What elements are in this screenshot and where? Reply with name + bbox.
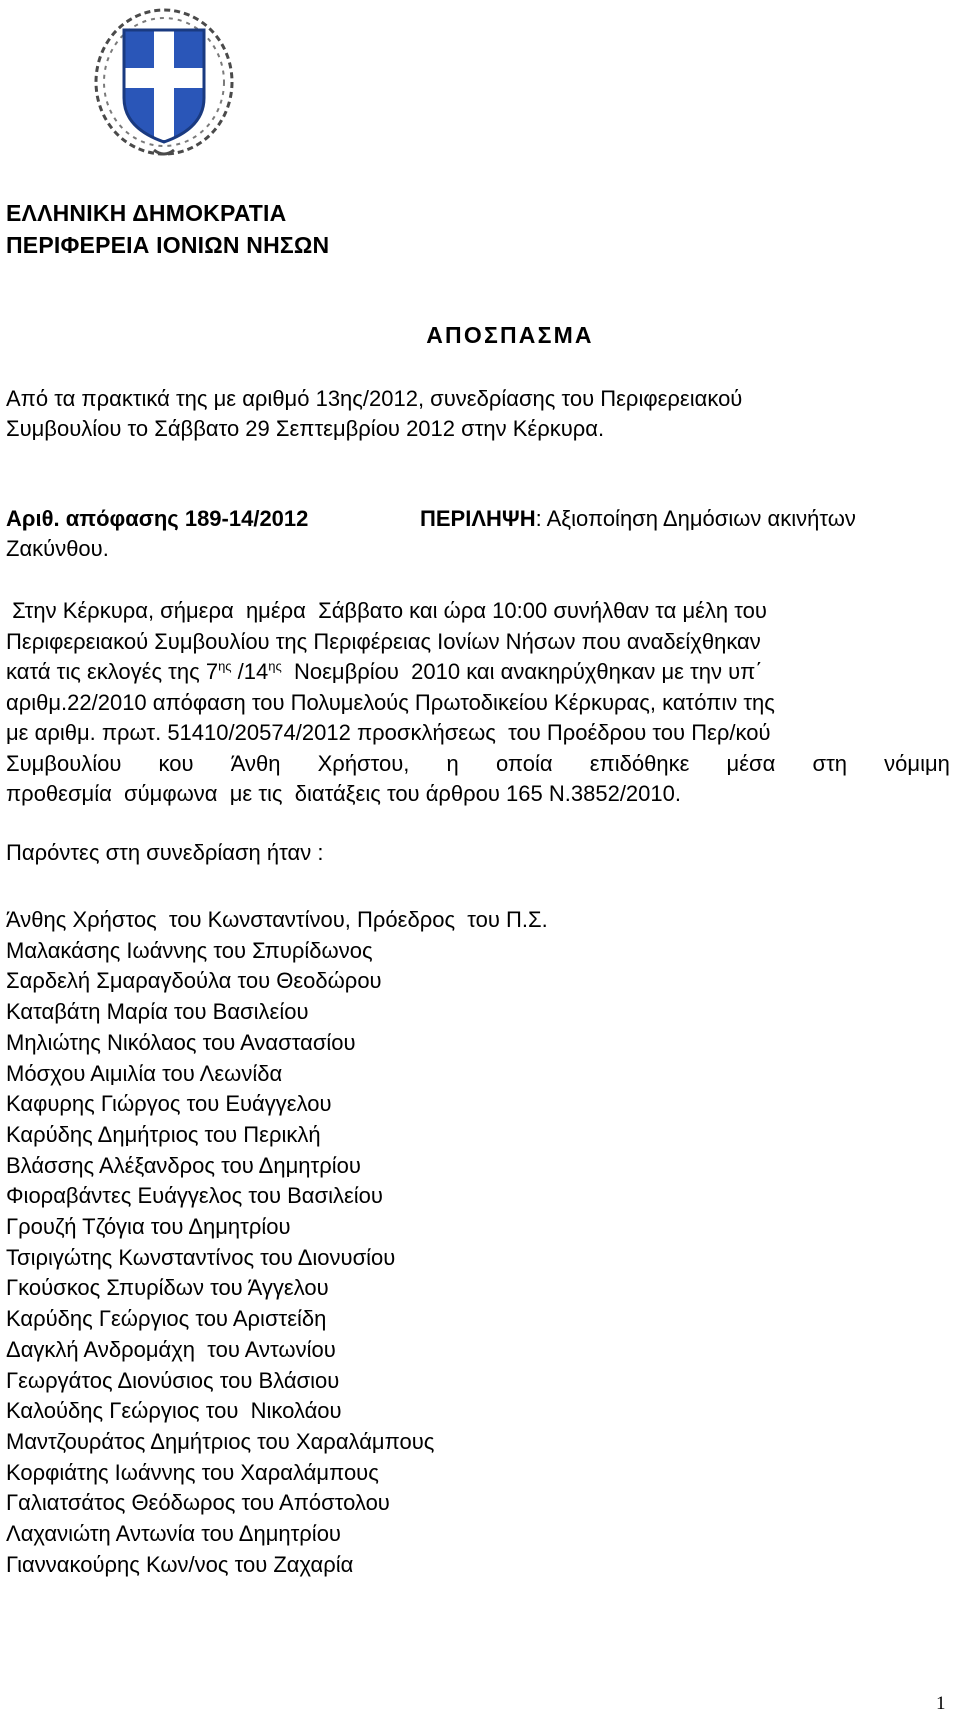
present-label: Παρόντες στη συνεδρίαση ήταν : xyxy=(6,840,324,865)
member-item: Καρύδης Γεώργιος του Αριστείδη xyxy=(6,1306,327,1332)
superscript-1: ης xyxy=(218,658,232,674)
member-item: Κορφιάτης Ιωάννης του Χαραλάμπους xyxy=(6,1459,379,1485)
superscript-2: ης xyxy=(268,658,282,674)
body-line-2: Περιφερειακού Συμβουλίου της Περιφέρειας Ιονίων Νήσων που αναδείχθηκαν xyxy=(6,628,761,654)
summary-continuation: Ζακύνθου. xyxy=(6,536,109,561)
member-item: Βλάσσης Αλέξανδρος του Δημητρίου xyxy=(6,1152,361,1178)
decision-number: Αριθ. απόφασης 189-14/2012 xyxy=(6,506,309,531)
member-item: Άνθης Χρήστος του Κωνσταντίνου, Πρόεδρος του Π.Σ. xyxy=(6,907,548,932)
member-item: Γαλιατσάτος Θεόδωρος του Απόστολου xyxy=(6,1490,390,1516)
member-item: Σαρδελή Σμαραγδούλα του Θεοδώρου xyxy=(6,968,382,994)
body-paragraph xyxy=(6,596,950,810)
member-item: Γεωργάτος Διονύσιος του Βλάσιου xyxy=(6,1367,340,1393)
body-line-6-word: στη xyxy=(812,750,847,776)
body-line-3-a: κατά τις εκλογές της 7 xyxy=(6,659,219,684)
member-item: Καφυρης Γιώργος του Ευάγγελου xyxy=(6,1091,332,1117)
body-line-5: με αριθμ. πρωτ. 51410/20574/2012 προσκλήσεως του Προέδρου του Περ/κού xyxy=(6,720,771,745)
issuer-header xyxy=(6,197,329,261)
page-number: 1 xyxy=(936,1693,946,1714)
intro-paragraph xyxy=(6,384,950,444)
body-line-6-word: κου xyxy=(158,750,194,776)
member-item: Μαλακάσης Ιωάννης του Σπυρίδωνος xyxy=(6,937,373,963)
body-line-6-word: η xyxy=(446,750,459,776)
body-line-6 xyxy=(6,749,950,780)
member-item: Καλούδης Γεώργιος του Νικολάου xyxy=(6,1398,342,1424)
member-item: Δαγκλή Ανδρομάχη του Αντωνίου xyxy=(6,1336,336,1362)
member-item: Μόσχου Αιμιλία του Λεωνίδα xyxy=(6,1060,283,1086)
body-line-3-b: /14 xyxy=(231,659,269,684)
greek-coat-of-arms-icon xyxy=(84,2,244,162)
body-line-6-word: Χρήστου, xyxy=(317,750,410,776)
body-line-6-word: επιδόθηκε xyxy=(589,750,690,776)
member-item: Φιοραβάντες Ευάγγελος του Βασιλείου xyxy=(6,1183,383,1209)
member-item: Τσιριγώτης Κωνσταντίνος του Διονυσίου xyxy=(6,1244,396,1270)
body-line-6-word: Άνθη xyxy=(230,750,281,776)
body-line-6-word: Συμβουλίου xyxy=(6,750,122,776)
intro-line-1: Από τα πρακτικά της με αριθμό 13ης/2012, συνεδρίασης του Περιφερειακού xyxy=(6,386,743,411)
decision-summary xyxy=(420,504,856,534)
intro-line-2: Συμβουλίου το Σάββατο 29 Σεπτεμβρίου 2012 στην Κέρκυρα. xyxy=(6,416,605,441)
body-line-6-word: μέσα xyxy=(726,750,776,776)
member-item: Μηλιώτης Νικόλαος του Αναστασίου xyxy=(6,1029,356,1055)
member-item: Γιαννακούρης Κων/νος του Ζαχαρία xyxy=(6,1551,354,1577)
summary-text: : Αξιοποίηση Δημόσιων ακινήτων xyxy=(535,506,856,531)
summary-label: ΠΕΡΙΛΗΨΗ xyxy=(420,506,536,531)
body-line-3 xyxy=(6,657,950,688)
member-item: Καταβάτη Μαρία του Βασιλείου xyxy=(6,999,309,1025)
members-list xyxy=(6,905,548,1580)
header-line-republic: ΕΛΛΗΝΙΚΗ ΔΗΜΟΚΡΑΤΙΑ xyxy=(6,200,287,226)
header-line-region: ΠΕΡΙΦΕΡΕΙΑ ΙΟΝΙΩΝ ΝΗΣΩΝ xyxy=(6,232,330,258)
member-item: Λαχανιώτη Αντωνία του Δημητρίου xyxy=(6,1521,341,1547)
body-line-4: αριθμ.22/2010 απόφαση του Πολυμελούς Πρωτοδικείου Κέρκυρας, κατόπιν της xyxy=(6,689,775,715)
member-item: Μαντζουράτος Δημήτριος του Χαραλάμπους xyxy=(6,1428,435,1454)
body-line-6-word: οποία xyxy=(495,750,553,776)
document-title: ΑΠΟΣΠΑΣΜΑ xyxy=(426,322,594,348)
member-item: Γκούσκος Σπυρίδων του Άγγελου xyxy=(6,1275,329,1301)
body-line-3-c: Νοεμβρίου 2010 και ανακηρύχθηκαν με την υπ΄ xyxy=(281,659,763,684)
body-line-6-word: νόμιμη xyxy=(884,750,950,776)
body-line-1: Στην Κέρκυρα, σήμερα ημέρα Σάββατο και ώρα 10:00 συνήλθαν τα μέλη του xyxy=(6,598,767,623)
decision-block xyxy=(6,504,950,564)
member-item: Γρουζή Τζόγια του Δημητρίου xyxy=(6,1214,291,1240)
body-line-7: προθεσμία σύμφωνα με τις διατάξεις του άρθρου 165 Ν.3852/2010. xyxy=(6,781,681,806)
member-item: Καρύδης Δημήτριος του Περικλή xyxy=(6,1121,321,1147)
